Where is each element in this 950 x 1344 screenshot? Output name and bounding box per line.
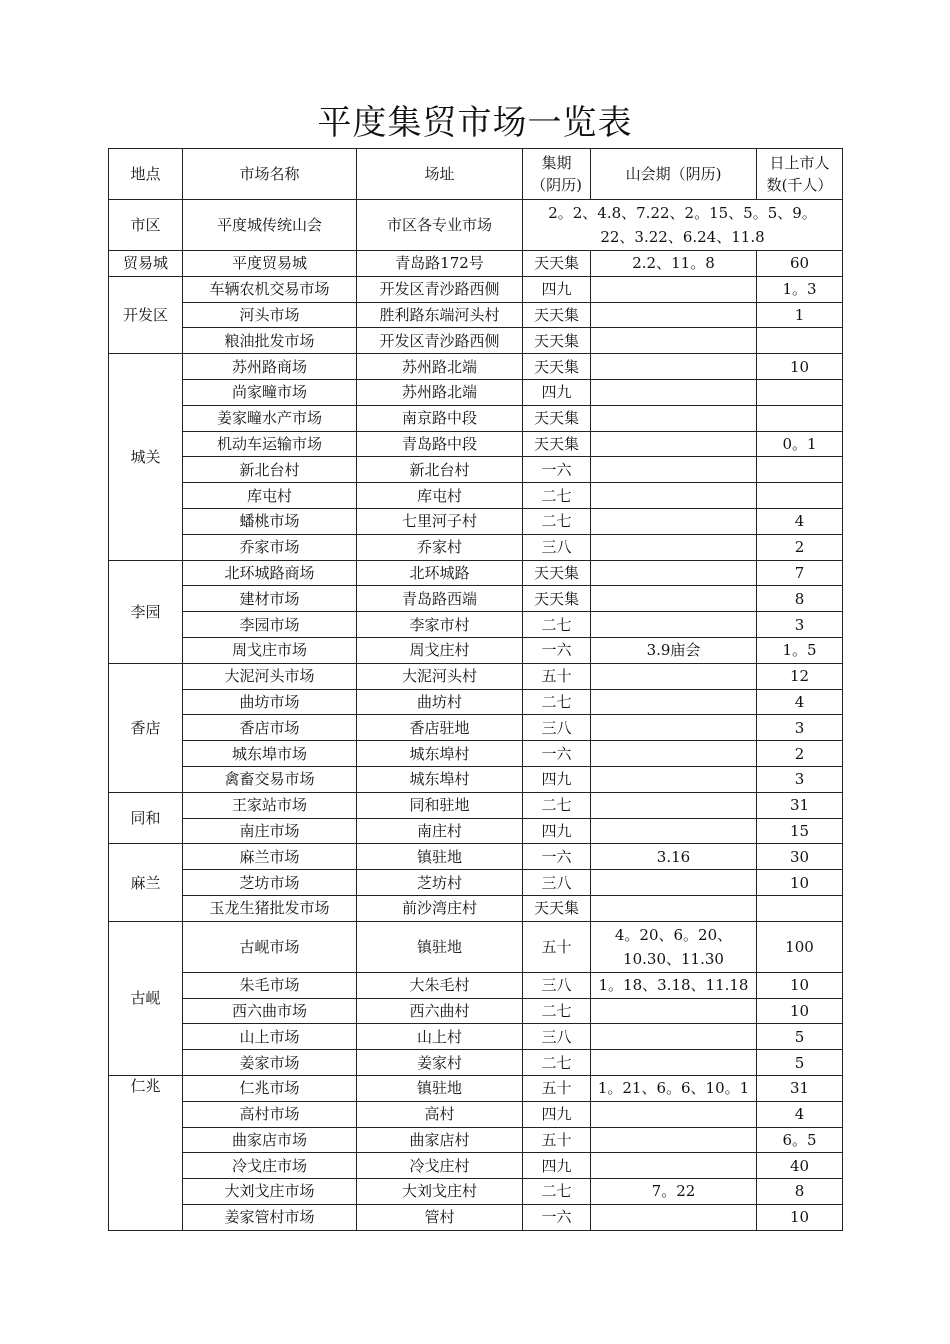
address-cell: 大刘戈庄村 xyxy=(357,1179,523,1205)
fair-cell xyxy=(591,715,757,741)
market-name-cell: 粮油批发市场 xyxy=(183,328,357,354)
header-market-name: 市场名称 xyxy=(183,149,357,200)
table-row xyxy=(109,457,843,483)
market-name-cell: 建材市场 xyxy=(183,586,357,612)
market-name-cell: 苏州路商场 xyxy=(183,354,357,380)
address-cell: 胜利路东端河头村 xyxy=(357,302,523,328)
page-title: 平度集贸市场一览表 xyxy=(317,103,633,143)
address-cell: 大朱毛村 xyxy=(357,972,523,998)
visitors-cell xyxy=(757,405,843,431)
market-name-cell: 姜家管村市场 xyxy=(183,1204,357,1230)
address-cell: 香店驻地 xyxy=(357,715,523,741)
visitors-cell: 4 xyxy=(757,689,843,715)
table-row xyxy=(109,405,843,431)
fair-cell xyxy=(591,870,757,896)
visitors-cell: 6。5 xyxy=(757,1127,843,1153)
address-cell: 苏州路北端 xyxy=(357,354,523,380)
header-fair: 山会期（阴历) xyxy=(591,149,757,200)
table-row xyxy=(109,715,843,741)
fair-cell xyxy=(591,663,757,689)
period-cell: 四九 xyxy=(523,818,591,844)
visitors-cell: 5 xyxy=(757,1024,843,1050)
address-cell: 南京路中段 xyxy=(357,405,523,431)
header-period-line2: （阴历) xyxy=(531,176,582,194)
market-name-cell: 城东埠市场 xyxy=(183,741,357,767)
visitors-cell: 10 xyxy=(757,972,843,998)
fair-cell xyxy=(591,302,757,328)
fair-cell: 4。20、6。20、10.30、11.30 xyxy=(591,921,757,972)
address-cell: 芝坊村 xyxy=(357,870,523,896)
market-name-cell: 河头市场 xyxy=(183,302,357,328)
fair-cell xyxy=(591,741,757,767)
fair-cell xyxy=(591,766,757,792)
period-cell: 二七 xyxy=(523,1050,591,1076)
address-cell: 管村 xyxy=(357,1204,523,1230)
table-row xyxy=(109,1050,843,1076)
address-cell: 七里河子村 xyxy=(357,508,523,534)
market-name-cell: 平度贸易城 xyxy=(183,251,357,277)
visitors-cell: 0。1 xyxy=(757,431,843,457)
address-cell: 镇驻地 xyxy=(357,921,523,972)
address-cell: 大泥河头村 xyxy=(357,663,523,689)
visitors-cell: 2 xyxy=(757,741,843,767)
district-cell: 麻兰 xyxy=(109,844,183,921)
visitors-cell: 10 xyxy=(757,354,843,380)
period-cell: 二七 xyxy=(523,612,591,638)
period-cell: 五十 xyxy=(523,663,591,689)
table-row xyxy=(109,612,843,638)
fair-cell xyxy=(591,1127,757,1153)
fair-cell xyxy=(591,1153,757,1179)
district-cell: 开发区 xyxy=(109,276,183,353)
market-name-cell: 姜家市场 xyxy=(183,1050,357,1076)
table-row xyxy=(109,870,843,896)
period-cell: 天天集 xyxy=(523,354,591,380)
address-cell: 曲家店村 xyxy=(357,1127,523,1153)
period-cell: 二七 xyxy=(523,1179,591,1205)
address-cell: 山上村 xyxy=(357,1024,523,1050)
table-row xyxy=(109,354,843,380)
table-row xyxy=(109,637,843,663)
table-row xyxy=(109,276,843,302)
address-cell: 镇驻地 xyxy=(357,1075,523,1101)
fair-cell xyxy=(591,328,757,354)
table-row xyxy=(109,560,843,586)
address-cell: 南庄村 xyxy=(357,818,523,844)
table-row xyxy=(109,508,843,534)
fair-cell xyxy=(591,483,757,509)
visitors-cell: 7 xyxy=(757,560,843,586)
visitors-cell: 3 xyxy=(757,612,843,638)
period-cell: 天天集 xyxy=(523,328,591,354)
table-row xyxy=(109,792,843,818)
market-name-cell: 禽畜交易市场 xyxy=(183,766,357,792)
visitors-cell: 10 xyxy=(757,998,843,1024)
address-cell: 西六曲村 xyxy=(357,998,523,1024)
header-visitors-line1: 日上市人 xyxy=(769,154,830,172)
fair-cell xyxy=(591,689,757,715)
market-name-cell: 曲坊市场 xyxy=(183,689,357,715)
district-cell: 仁兆 xyxy=(109,1075,183,1230)
district-cell: 古岘 xyxy=(109,921,183,1075)
market-name-cell: 芝坊市场 xyxy=(183,870,357,896)
market-name-cell: 麻兰市场 xyxy=(183,844,357,870)
table-row xyxy=(109,1204,843,1230)
period-cell: 三八 xyxy=(523,1024,591,1050)
market-name-cell: 姜家疃水产市场 xyxy=(183,405,357,431)
period-cell: 二七 xyxy=(523,689,591,715)
market-name-cell: 山上市场 xyxy=(183,1024,357,1050)
table-body xyxy=(109,149,843,1231)
period-cell: 五十 xyxy=(523,921,591,972)
visitors-cell: 10 xyxy=(757,1204,843,1230)
fair-cell xyxy=(591,792,757,818)
table-row xyxy=(109,972,843,998)
market-name-cell: 玉龙生猪批发市场 xyxy=(183,895,357,921)
address-cell: 同和驻地 xyxy=(357,792,523,818)
period-cell: 天天集 xyxy=(523,431,591,457)
address-cell: 开发区青沙路西侧 xyxy=(357,328,523,354)
fair-cell xyxy=(591,612,757,638)
fair-cell: 3.9庙会 xyxy=(591,637,757,663)
address-cell: 城东埠村 xyxy=(357,741,523,767)
fair-cell: 3.16 xyxy=(591,844,757,870)
period-cell: 二七 xyxy=(523,792,591,818)
visitors-cell: 31 xyxy=(757,792,843,818)
district-cell: 贸易城 xyxy=(109,251,183,277)
period-cell: 四九 xyxy=(523,1153,591,1179)
address-cell: 青岛路西端 xyxy=(357,586,523,612)
address-cell: 周戈庄村 xyxy=(357,637,523,663)
address-cell: 前沙湾庄村 xyxy=(357,895,523,921)
market-name-cell: 新北台村 xyxy=(183,457,357,483)
market-name-cell: 蟠桃市场 xyxy=(183,508,357,534)
fair-cell: 1。18、3.18、11.18 xyxy=(591,972,757,998)
fair-cell xyxy=(591,586,757,612)
market-name-cell: 平度城传统山会 xyxy=(183,200,357,251)
visitors-cell: 60 xyxy=(757,251,843,277)
period-cell: 天天集 xyxy=(523,895,591,921)
fair-cell xyxy=(591,895,757,921)
visitors-cell: 4 xyxy=(757,1101,843,1127)
visitors-cell: 31 xyxy=(757,1075,843,1101)
fair-cell xyxy=(591,276,757,302)
address-cell: 高村 xyxy=(357,1101,523,1127)
period-cell: 五十 xyxy=(523,1127,591,1153)
fair-cell xyxy=(591,457,757,483)
period-cell: 一六 xyxy=(523,637,591,663)
fair-cell xyxy=(591,1101,757,1127)
address-cell: 新北台村 xyxy=(357,457,523,483)
period-cell: 一六 xyxy=(523,457,591,483)
fair-cell xyxy=(591,534,757,560)
visitors-cell xyxy=(757,457,843,483)
visitors-cell: 8 xyxy=(757,586,843,612)
table-row xyxy=(109,1127,843,1153)
address-cell: 青岛路172号 xyxy=(357,251,523,277)
table-row xyxy=(109,766,843,792)
period-cell: 二七 xyxy=(523,483,591,509)
fair-cell: 7。22 xyxy=(591,1179,757,1205)
fair-cell xyxy=(591,560,757,586)
market-name-cell: 北环城路商场 xyxy=(183,560,357,586)
visitors-cell: 5 xyxy=(757,1050,843,1076)
period-cell: 三八 xyxy=(523,534,591,560)
address-cell: 城东埠村 xyxy=(357,766,523,792)
address-cell: 曲坊村 xyxy=(357,689,523,715)
period-cell: 三八 xyxy=(523,972,591,998)
period-cell: 一六 xyxy=(523,741,591,767)
table-row xyxy=(109,302,843,328)
visitors-cell: 40 xyxy=(757,1153,843,1179)
market-name-cell: 大泥河头市场 xyxy=(183,663,357,689)
table-row xyxy=(109,1179,843,1205)
visitors-cell: 1。5 xyxy=(757,637,843,663)
fair-cell xyxy=(591,379,757,405)
period-cell: 三八 xyxy=(523,715,591,741)
table-row xyxy=(109,483,843,509)
period-cell: 二七 xyxy=(523,998,591,1024)
address-cell: 姜家村 xyxy=(357,1050,523,1076)
address-cell: 冷戈庄村 xyxy=(357,1153,523,1179)
address-cell: 市区各专业市场 xyxy=(357,200,523,251)
market-name-cell: 朱毛市场 xyxy=(183,972,357,998)
visitors-cell: 8 xyxy=(757,1179,843,1205)
table-row xyxy=(109,431,843,457)
visitors-cell: 1。3 xyxy=(757,276,843,302)
market-name-cell: 车辆农机交易市场 xyxy=(183,276,357,302)
fair-cell xyxy=(591,1024,757,1050)
market-name-cell: 王家站市场 xyxy=(183,792,357,818)
fair-cell xyxy=(591,998,757,1024)
market-name-cell: 古岘市场 xyxy=(183,921,357,972)
header-period-line1: 集期 xyxy=(541,154,572,172)
market-name-cell: 李园市场 xyxy=(183,612,357,638)
table-row xyxy=(109,689,843,715)
fair-cell xyxy=(591,405,757,431)
table-row xyxy=(109,895,843,921)
table-row xyxy=(109,251,843,277)
period-cell: 天天集 xyxy=(523,405,591,431)
visitors-cell: 100 xyxy=(757,921,843,972)
market-name-cell: 南庄市场 xyxy=(183,818,357,844)
market-name-cell: 冷戈庄市场 xyxy=(183,1153,357,1179)
period-cell: 四九 xyxy=(523,379,591,405)
period-cell: 三八 xyxy=(523,870,591,896)
visitors-cell: 1 xyxy=(757,302,843,328)
table-row xyxy=(109,328,843,354)
period-cell: 二七 xyxy=(523,508,591,534)
visitors-cell xyxy=(757,895,843,921)
period-cell: 天天集 xyxy=(523,560,591,586)
market-name-cell: 曲家店市场 xyxy=(183,1127,357,1153)
table-row xyxy=(109,998,843,1024)
address-cell: 乔家村 xyxy=(357,534,523,560)
district-cell: 城关 xyxy=(109,354,183,560)
visitors-cell: 12 xyxy=(757,663,843,689)
period-cell: 五十 xyxy=(523,1075,591,1101)
period-cell: 四九 xyxy=(523,276,591,302)
visitors-cell xyxy=(757,483,843,509)
visitors-cell: 4 xyxy=(757,508,843,534)
fair-cell xyxy=(591,508,757,534)
visitors-cell xyxy=(757,328,843,354)
visitors-cell: 3 xyxy=(757,766,843,792)
table-row xyxy=(109,200,843,251)
table-row xyxy=(109,818,843,844)
market-name-cell: 库屯村 xyxy=(183,483,357,509)
market-name-cell: 乔家市场 xyxy=(183,534,357,560)
period-cell: 四九 xyxy=(523,766,591,792)
address-cell: 李家市村 xyxy=(357,612,523,638)
fair-cell xyxy=(591,1204,757,1230)
fair-cell xyxy=(591,818,757,844)
header-visitors-line2: 数(千人） xyxy=(766,176,833,194)
address-cell: 苏州路北端 xyxy=(357,379,523,405)
table-row xyxy=(109,379,843,405)
market-name-cell: 大刘戈庄市场 xyxy=(183,1179,357,1205)
fair-dates-cell: 2。2、4.8、7.22、2。15、5。5、9。22、3.22、6.24、11.8 xyxy=(523,200,843,251)
market-name-cell: 尚家疃市场 xyxy=(183,379,357,405)
period-cell: 天天集 xyxy=(523,302,591,328)
header-address: 场址 xyxy=(357,149,523,200)
fair-cell: 1。21、6。6、10。1 xyxy=(591,1075,757,1101)
table-row xyxy=(109,1024,843,1050)
period-cell: 一六 xyxy=(523,1204,591,1230)
table-row xyxy=(109,1153,843,1179)
address-cell: 开发区青沙路西侧 xyxy=(357,276,523,302)
table-row xyxy=(109,663,843,689)
address-cell: 镇驻地 xyxy=(357,844,523,870)
market-name-cell: 机动车运输市场 xyxy=(183,431,357,457)
fair-cell xyxy=(591,1050,757,1076)
table-row xyxy=(109,844,843,870)
visitors-cell: 30 xyxy=(757,844,843,870)
period-cell: 天天集 xyxy=(523,251,591,277)
address-cell: 北环城路 xyxy=(357,560,523,586)
market-name-cell: 香店市场 xyxy=(183,715,357,741)
fair-cell xyxy=(591,354,757,380)
fair-cell: 2.2、11。8 xyxy=(591,251,757,277)
table-row xyxy=(109,586,843,612)
table-row xyxy=(109,1101,843,1127)
header-district: 地点 xyxy=(109,149,183,200)
address-cell: 库屯村 xyxy=(357,483,523,509)
visitors-cell: 2 xyxy=(757,534,843,560)
district-cell: 李园 xyxy=(109,560,183,663)
period-cell: 四九 xyxy=(523,1101,591,1127)
market-table xyxy=(108,148,843,1231)
district-cell: 香店 xyxy=(109,663,183,792)
visitors-cell: 10 xyxy=(757,870,843,896)
table-row xyxy=(109,1075,843,1101)
period-cell: 天天集 xyxy=(523,586,591,612)
market-name-cell: 周戈庄市场 xyxy=(183,637,357,663)
market-name-cell: 仁兆市场 xyxy=(183,1075,357,1101)
header-visitors xyxy=(757,149,843,200)
market-name-cell: 高村市场 xyxy=(183,1101,357,1127)
table-row xyxy=(109,534,843,560)
market-name-cell: 西六曲市场 xyxy=(183,998,357,1024)
address-cell: 青岛路中段 xyxy=(357,431,523,457)
table-header-row xyxy=(109,149,843,200)
district-cell: 同和 xyxy=(109,792,183,844)
visitors-cell: 3 xyxy=(757,715,843,741)
table-row xyxy=(109,921,843,972)
fair-cell xyxy=(591,431,757,457)
district-cell: 市区 xyxy=(109,200,183,251)
table-row xyxy=(109,741,843,767)
header-period xyxy=(523,149,591,200)
visitors-cell: 15 xyxy=(757,818,843,844)
visitors-cell xyxy=(757,379,843,405)
period-cell: 一六 xyxy=(523,844,591,870)
